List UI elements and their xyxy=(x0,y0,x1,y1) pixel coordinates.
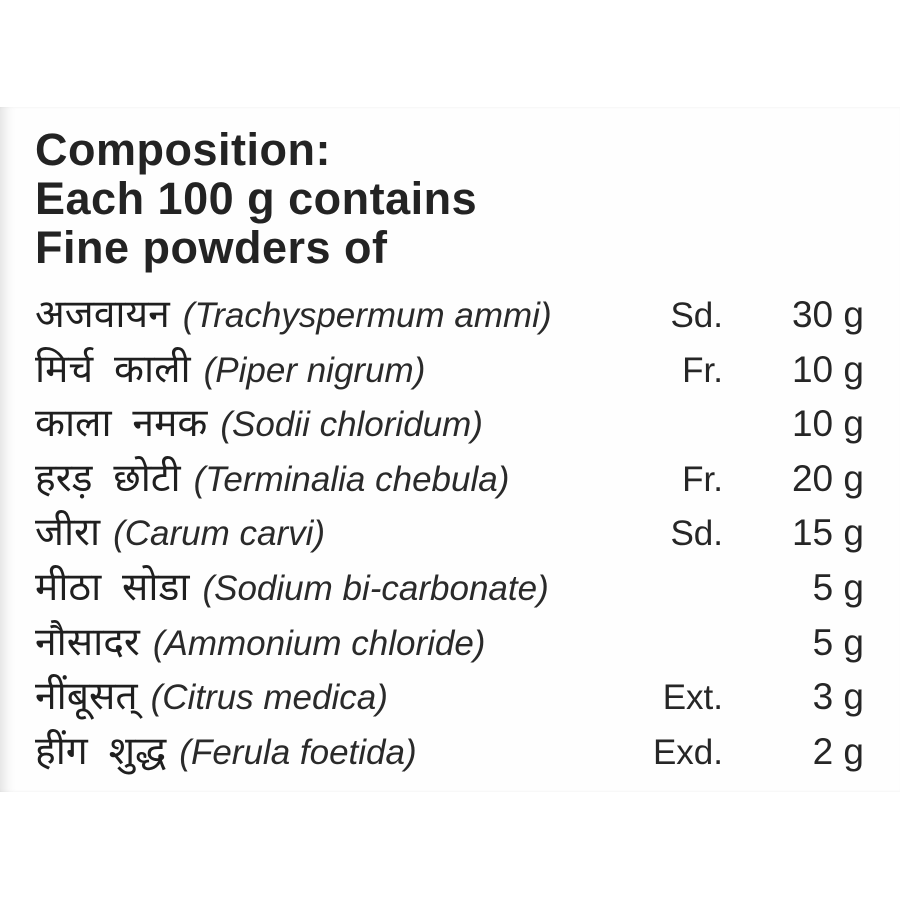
ingredient-row xyxy=(35,614,864,669)
ingredient-name-hindi: नौसादर xyxy=(35,620,140,664)
ingredient-quantity: 20 g xyxy=(791,457,864,499)
ingredient-name-latin: (Terminalia chebula) xyxy=(193,459,510,499)
powders-subtitle: Fine powders of xyxy=(35,222,388,273)
ingredient-name-hindi: नींबूसत् xyxy=(35,675,138,719)
ingredient-name-latin: (Sodii chloridum) xyxy=(220,405,483,445)
ingredient-row xyxy=(35,504,864,559)
ingredient-quantity: 10 g xyxy=(791,403,864,445)
composition-label xyxy=(0,107,900,792)
ingredient-name-latin: (Ammonium chloride) xyxy=(152,623,486,663)
ingredient-name-latin: (Trachyspermum ammi) xyxy=(182,296,552,335)
ingredient-name-hindi: काला नमक xyxy=(35,402,208,446)
ingredient-row xyxy=(35,559,864,614)
ingredient-name-latin: (Piper nigrum) xyxy=(203,350,426,390)
ingredient-quantity: 30 g xyxy=(791,294,864,335)
ingredient-list xyxy=(35,286,864,777)
ingredient-quantity: 10 g xyxy=(791,348,864,390)
ingredient-quantity: 3 g xyxy=(812,676,864,718)
ingredient-row xyxy=(35,286,864,341)
ingredient-name-hindi: जीरा xyxy=(35,511,101,555)
ingredient-row xyxy=(35,395,864,450)
ingredient-part: Sd. xyxy=(670,514,723,554)
ingredient-row xyxy=(35,723,864,778)
ingredient-name-hindi: अजवायन xyxy=(35,293,170,336)
ingredient-name-hindi: मिर्च काली xyxy=(35,347,191,391)
ingredient-part: Fr. xyxy=(682,459,723,499)
ingredient-quantity: 5 g xyxy=(812,621,864,663)
ingredient-quantity: 15 g xyxy=(791,512,864,554)
ingredient-name-hindi: हींग शुद्ध xyxy=(35,729,167,773)
ingredient-name-hindi: मीठा सोडा xyxy=(35,565,190,609)
ingredient-name-latin: (Ferula foetida) xyxy=(179,732,417,772)
ingredient-row xyxy=(35,668,864,723)
ingredient-quantity: 2 g xyxy=(812,730,864,772)
ingredient-name-latin: (Sodium bi-carbonate) xyxy=(202,568,549,608)
ingredient-part: Fr. xyxy=(682,350,723,390)
ingredient-row xyxy=(35,341,864,396)
label-header xyxy=(35,125,864,272)
ingredient-name-latin: (Citrus medica) xyxy=(150,678,388,718)
ingredient-part: Exd. xyxy=(652,732,723,772)
ingredient-quantity: 5 g xyxy=(812,566,864,608)
composition-title: Composition: xyxy=(35,124,331,175)
ingredient-name-hindi: हरड़ छोटी xyxy=(35,456,181,500)
ingredient-name-latin: (Carum carvi) xyxy=(113,514,326,554)
ingredient-part: Sd. xyxy=(670,296,723,335)
ingredient-row xyxy=(35,450,864,505)
contains-subtitle: Each 100 g contains xyxy=(35,173,478,224)
ingredient-part: Ext. xyxy=(662,678,723,718)
